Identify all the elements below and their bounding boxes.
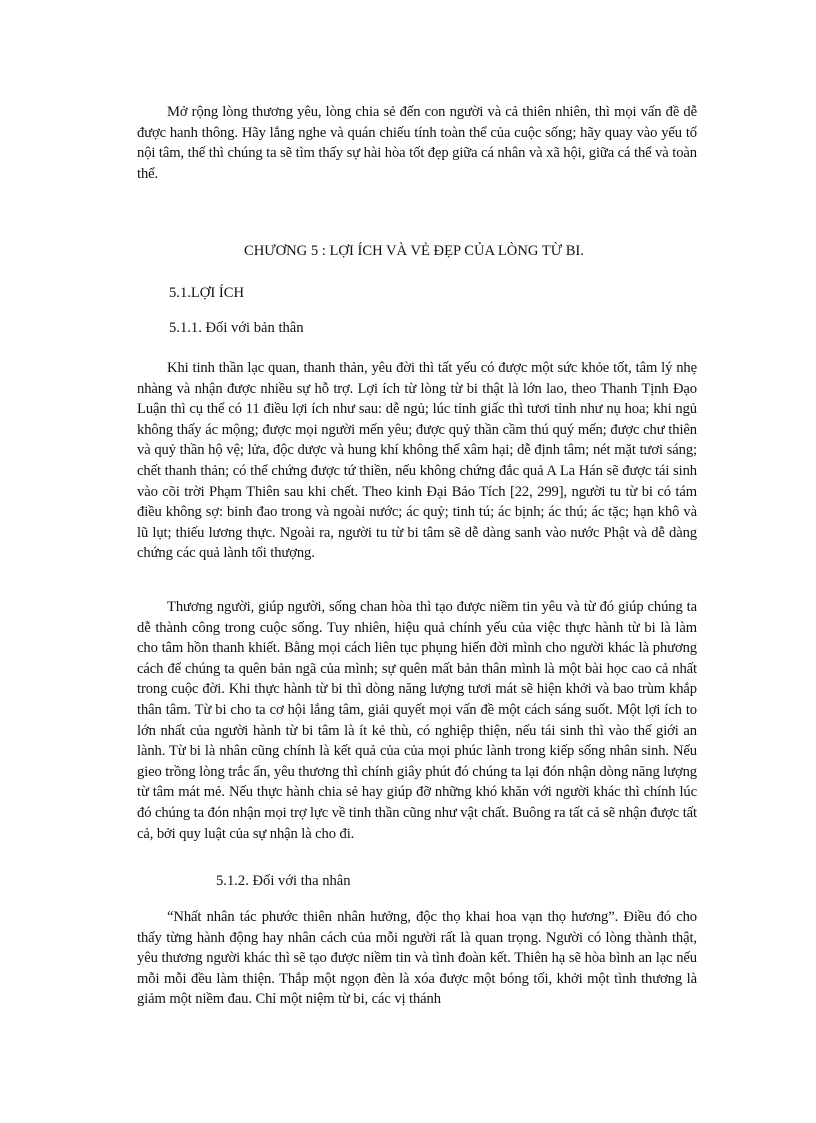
others-benefit-paragraph-1: “Nhất nhân tác phước thiên nhân hưởng, độc thọ khai hoa vạn thọ hương”. Điều đó cho thấy từng hành động hay nhân cách của mỗi người rất là quan trọng. Người có lòng thành thật, yêu thương người khác thì sẽ tạo được niềm tin và tình đoàn kết. Thiên hạ sẽ hòa bình an lạc nếu mỗi mỗi đều làm thiện. Thắp một ngọn đèn là xóa được một bóng tối, khởi một tình thương là giảm một niềm đau. Chỉ một niệm từ bi, các vị thánh (137, 909, 697, 1008)
chapter-title: CHƯƠNG 5 : LỢI ÍCH VÀ VẺ ĐẸP CỦA LÒNG TỪ BI. (244, 243, 584, 259)
intro-paragraph: Mở rộng lòng thương yêu, lòng chia sẻ đến con người và cả thiên nhiên, thì mọi vấn đề dễ được hanh thông. Hãy lắng nghe và quán chiếu tính toàn thể của cuộc sống; hãy quay vào yếu tố nội tâm, thế thì chúng ta sẽ tìm thấy sự hài hòa tốt đẹp giữa cá nhân và xã hội, giữa cá thể và toàn thể. (137, 104, 697, 182)
subsection-heading-others: 5.1.2. Đối với tha nhân (216, 873, 351, 889)
section-heading: 5.1.LỢI ÍCH (169, 285, 244, 301)
self-benefit-paragraph-1: Khi tinh thần lạc quan, thanh thản, yêu đời thì tất yếu có được một sức khỏe tốt, tâm lý nhẹ nhàng và nhận được nhiều sự hỗ trợ. Lợi ích từ lòng từ bi thật là lớn lao, theo Thanh Tịnh Đạo Luận thì cụ thể có 11 điều lợi ích như sau: dễ ngủ; lúc tỉnh giấc thì tươi tỉnh như nụ hoa; khi ngủ không thấy ác mộng; được mọi người mến yêu; được quỷ thần cầm thú quý mến; được chư thiên và quỷ thần hộ vệ; lửa, độc dược và hung khí không thể xâm hại; dễ định tâm; nét mặt tươi sáng; chết thanh thản; có thể chứng được tứ thiền, nếu không chứng đắc quả A La Hán sẽ được tái sinh vào cõi trời Phạm Thiên sau khi chết. Theo kinh Đại Bảo Tích [22, 299], người tu từ bi có tám điều không sợ: binh đao trong và ngoài nước; ác quỷ; tinh tú; ác bịnh; ác thú; ác tặc; hạn khô và lũ lụt; thiếu lương thực. Ngoài ra, người tu từ bi tâm sẽ dễ dàng sanh vào nước Phật và dễ dàng chứng các quả lành tối thượng. (137, 360, 697, 562)
self-benefit-paragraph-2: Thương người, giúp người, sống chan hòa thì tạo được niềm tin yêu và từ đó giúp chúng ta dễ thành công trong cuộc sống. Tuy nhiên, hiệu quả chính yếu của việc thực hành từ bi là làm cho tâm hồn thanh khiết. Bằng mọi cách liên tục phụng hiến đời mình cho người khác là phương cách để chúng ta quên bản ngã của mình; sự quên mất bản thân mình là một bài học cao cả nhất trong cuộc đời. Khi thực hành từ bi thì dòng năng lượng tươi mát sẽ hiện khởi và bao trùm khắp thân tâm. Từ bi cho ta cơ hội lắng tâm, giải quyết mọi vấn đề một cách sáng suốt. Một lợi ích to lớn nhất của người hành từ bi tâm là ít kẻ thù, có nghiệp thiện, nếu tái sinh thì vào thế giới an lành. Từ bi là nhân cũng chính là kết quả của của mọi phúc lành trong kiếp sống nhân sinh. Nếu gieo trồng lòng trắc ẩn, yêu thương thì chính giây phút đó chúng ta lại đón nhận dòng năng lượng từ tâm mát mẻ. Nếu thực hành chia sẻ hay giúp đỡ những khó khăn với người khác thì chính lúc đó chúng ta đón nhận mọi trợ lực về tinh thần cũng như vật chất. Buông ra tất cả sẽ nhận được tất cả, bởi quy luật của sự nhận là cho đi. (137, 599, 697, 842)
subsection-heading-self: 5.1.1. Đối với bản thân (169, 320, 304, 336)
